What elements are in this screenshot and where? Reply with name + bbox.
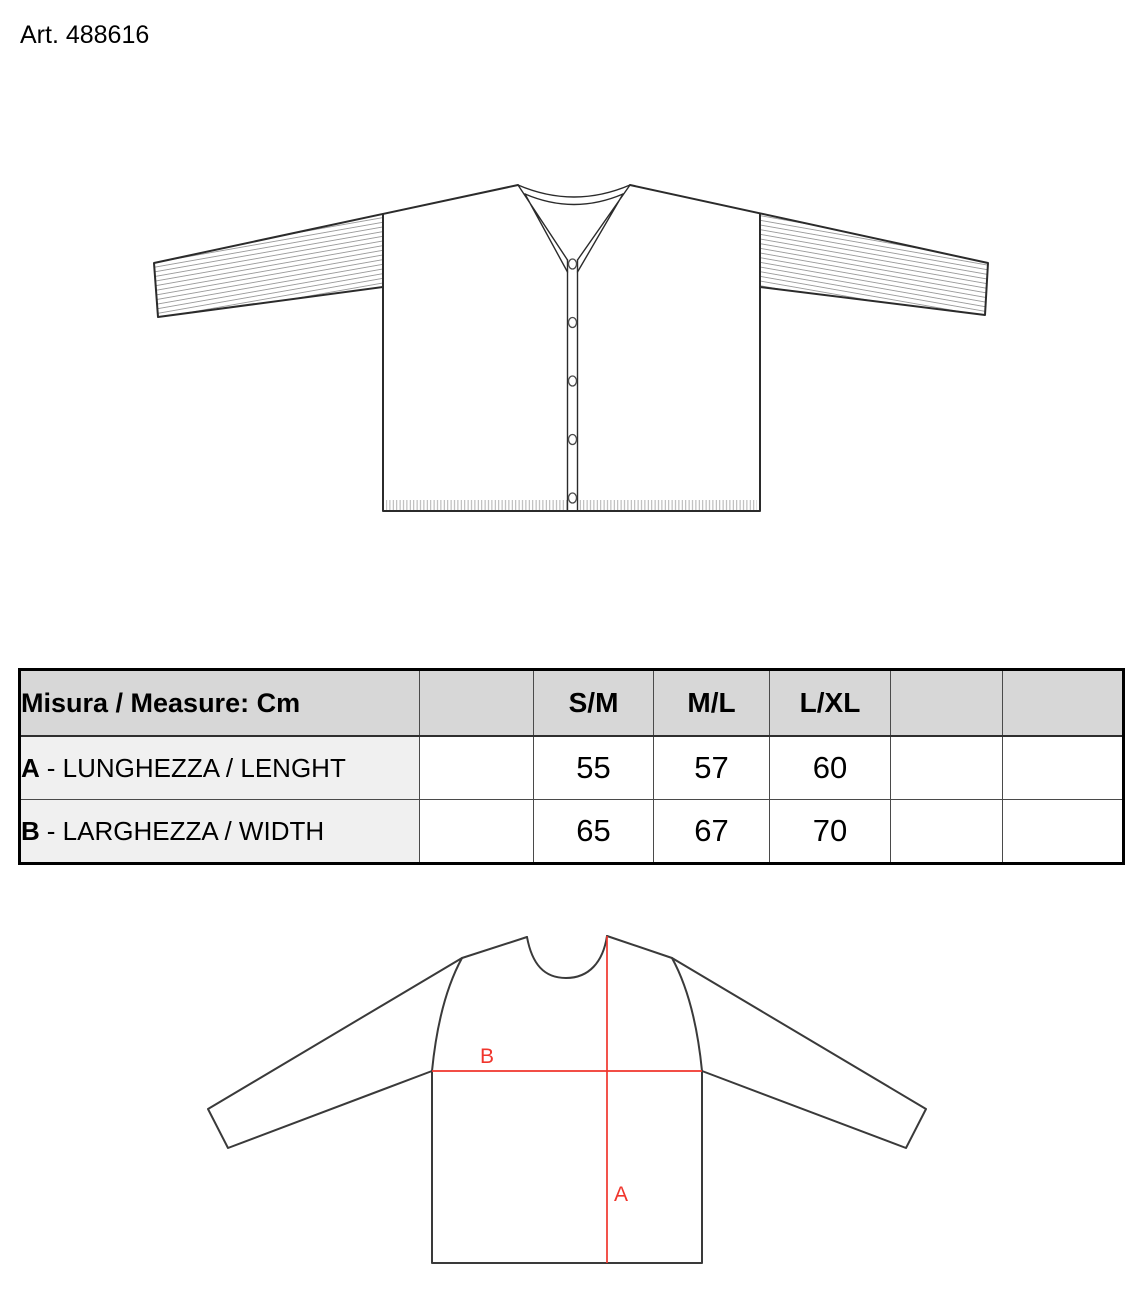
empty-cell — [891, 800, 1003, 864]
width-measure-label: B — [479, 1045, 495, 1068]
empty-cell — [420, 670, 534, 737]
empty-cell — [1003, 670, 1124, 737]
button-4 — [569, 435, 577, 445]
width-value-lxl: 70 — [770, 800, 891, 864]
empty-cell — [1003, 736, 1124, 800]
width-label-text: - LARGHEZZA / WIDTH — [46, 815, 325, 846]
button-1 — [569, 259, 577, 269]
size-column-lxl: L/XL — [770, 670, 891, 737]
crew-neck-outline — [527, 936, 607, 978]
collar-back-inner — [525, 194, 623, 205]
button-2 — [569, 318, 577, 328]
length-label-text: - LUNGHEZZA / LENGHT — [46, 752, 346, 783]
size-column-sm: S/M — [534, 670, 654, 737]
length-value-lxl: 60 — [770, 736, 891, 800]
empty-cell — [1003, 800, 1124, 864]
table-row-width — [20, 800, 1124, 864]
right-sleeve-ribbing — [760, 214, 988, 315]
empty-cell — [891, 736, 1003, 800]
empty-cell — [420, 800, 534, 864]
left-sleeve-outline — [208, 937, 527, 1148]
v-neckband-right — [578, 185, 631, 272]
measurement-diagram-drawing — [180, 920, 960, 1300]
width-label-cell — [20, 800, 420, 864]
button-5 — [569, 493, 577, 503]
length-label-cell — [20, 736, 420, 800]
length-value-sm: 55 — [534, 736, 654, 800]
article-number: Art. 488616 — [20, 21, 150, 49]
table-title-cell: Misura / Measure: Cm — [20, 670, 420, 737]
button-row — [569, 259, 577, 503]
cardigan-front-drawing — [140, 160, 1000, 540]
right-armhole-curve — [672, 958, 702, 1071]
empty-cell — [420, 736, 534, 800]
size-table — [18, 668, 1125, 865]
collar-back-outer — [518, 185, 630, 197]
v-neckband-left — [518, 185, 568, 272]
width-value-ml: 67 — [654, 800, 770, 864]
measure-letter-a: A — [21, 752, 40, 783]
measure-letter-b: B — [21, 815, 40, 846]
length-measure-label: A — [613, 1183, 629, 1206]
left-armhole-curve — [432, 958, 462, 1071]
table-row-length — [20, 736, 1124, 800]
right-sleeve-outline — [607, 936, 926, 1148]
length-value-ml: 57 — [654, 736, 770, 800]
body-outline — [432, 1071, 702, 1263]
width-value-sm: 65 — [534, 800, 654, 864]
empty-cell — [891, 670, 1003, 737]
size-column-ml: M/L — [654, 670, 770, 737]
table-header-row — [20, 670, 1124, 737]
button-3 — [569, 376, 577, 386]
